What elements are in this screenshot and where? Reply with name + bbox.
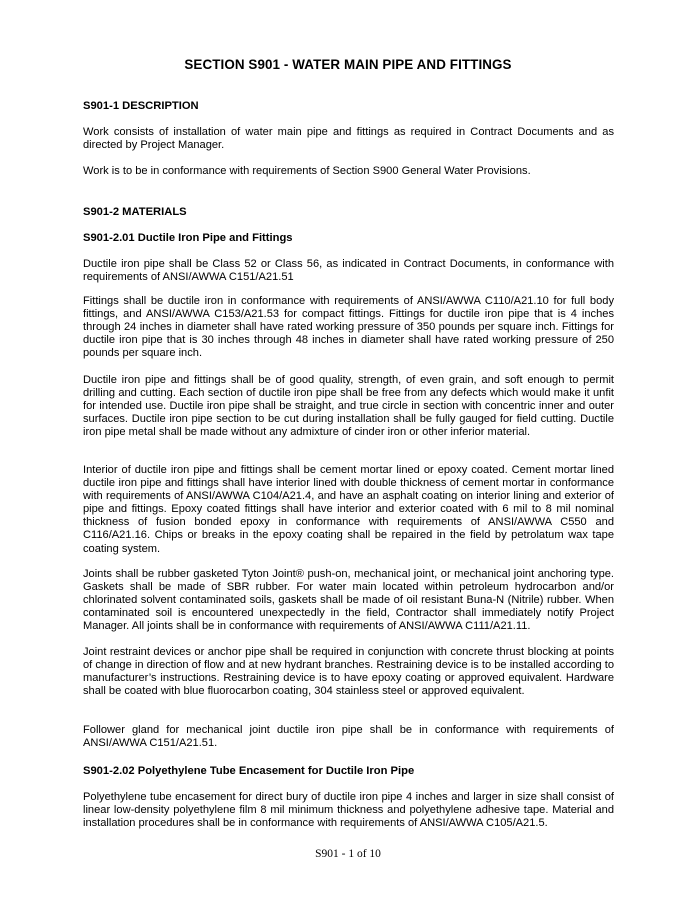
section-title: SECTION S901 - WATER MAIN PIPE AND FITTINGS	[184, 57, 512, 72]
paragraph-quality: Ductile iron pipe and fittings shall be of good quality, strength, of even grain, and soft enough to permit drilling and cutting. Each section of ductile iron pipe shall be free from any defects which would make it unfit for intended use. Ductile iron pipe shall be straight, and true circle in section with concentric inner and outer surfaces. Ductile iron pipe section to be cut during installation shall be fully gauged for field cutting. Ductile iron pipe metal shall be made without any admixture of cinder iron or other inferior material.	[83, 374, 614, 439]
heading-description: S901-1 DESCRIPTION	[83, 100, 199, 112]
heading-materials: S901-2 MATERIALS	[83, 206, 187, 218]
paragraph-fittings: Fittings shall be ductile iron in conformance with requirements of ANSI/AWWA C110/A21.10 for full body fittings, and ANSI/AWWA C153/A21.53 for compact fittings. Fittings for ductile iron pipe that is 4 inches through 24 inches in diameter shall have rated working pressure of 350 pounds per square inch. Fittings for ductile iron pipe that is 30 inches through 48 inches in diameter shall have rated working pressure of 250 pounds per square inch.	[83, 295, 614, 360]
heading-polyethylene: S901-2.02 Polyethylene Tube Encasement for Ductile Iron Pipe	[83, 765, 415, 777]
heading-ductile-iron: S901-2.01 Ductile Iron Pipe and Fittings	[83, 232, 293, 244]
paragraph-pipe-class: Ductile iron pipe shall be Class 52 or Class 56, as indicated in Contract Documents, in conformance with requirements of ANSI/AWWA C151/A21.51	[83, 258, 614, 284]
paragraph-follower-gland: Follower gland for mechanical joint ductile iron pipe shall be in conformance with requirements of ANSI/AWWA C151/A21.51.	[83, 724, 614, 750]
paragraph-joints: Joints shall be rubber gasketed Tyton Joint® push-on, mechanical joint, or mechanical joint anchoring type. Gaskets shall be made of SBR rubber. For water main located within petroleum hydrocarbon and/or chlorinated solvent contaminated soils, gaskets shall be made of oil resistant Buna-N (Nitrile) rubber. When contaminated soil is encountered unexpectedly in the field, Contractor shall immediately notify Project Manager. All joints shall be in conformance with requirements of ANSI/AWWA C111/A21.11.	[83, 568, 614, 633]
paragraph-restraint: Joint restraint devices or anchor pipe shall be required in conjunction with concrete thrust blocking at points of change in direction of flow and at new hydrant branches. Restraining device is to be installed according to manufacturer’s instructions. Restraining device is to have epoxy coating or approved equivalent. Hardware shall be coated with blue fluorocarbon coating, 304 stainless steel or approved equivalent.	[83, 646, 614, 698]
paragraph-description-2: Work is to be in conformance with requirements of Section S900 General Water Provisions.	[83, 165, 531, 177]
paragraph-description-1: Work consists of installation of water main pipe and fittings as required in Contract Documents and as directed by Project Manager.	[83, 126, 614, 152]
page-number: S901 - 1 of 10	[315, 848, 381, 860]
paragraph-polyethylene: Polyethylene tube encasement for direct bury of ductile iron pipe 4 inches and larger in size shall consist of linear low-density polyethylene film 8 mil minimum thickness and polyethylene adhesive tape. Material and installation procedures shall be in conformance with requirements of ANSI/AWWA C105/A21.5.	[83, 791, 614, 830]
paragraph-lining: Interior of ductile iron pipe and fittings shall be cement mortar lined or epoxy coated. Cement mortar lined ductile iron pipe and fittings shall have interior lined with double thickness of cement mortar in conformance with requirements of ANSI/AWWA C104/A21.4, and have an asphalt coating on interior lining and exterior of pipe and fittings. Epoxy coated fittings shall have interior and exterior coated with 6 mil to 8 mil nominal thickness of fusion bonded epoxy in conformance with requirements of ANSI/AWWA C550 and C116/A21.16. Chips or breaks in the epoxy coating shall be repaired in the field by petrolatum wax tape coating system.	[83, 464, 614, 555]
